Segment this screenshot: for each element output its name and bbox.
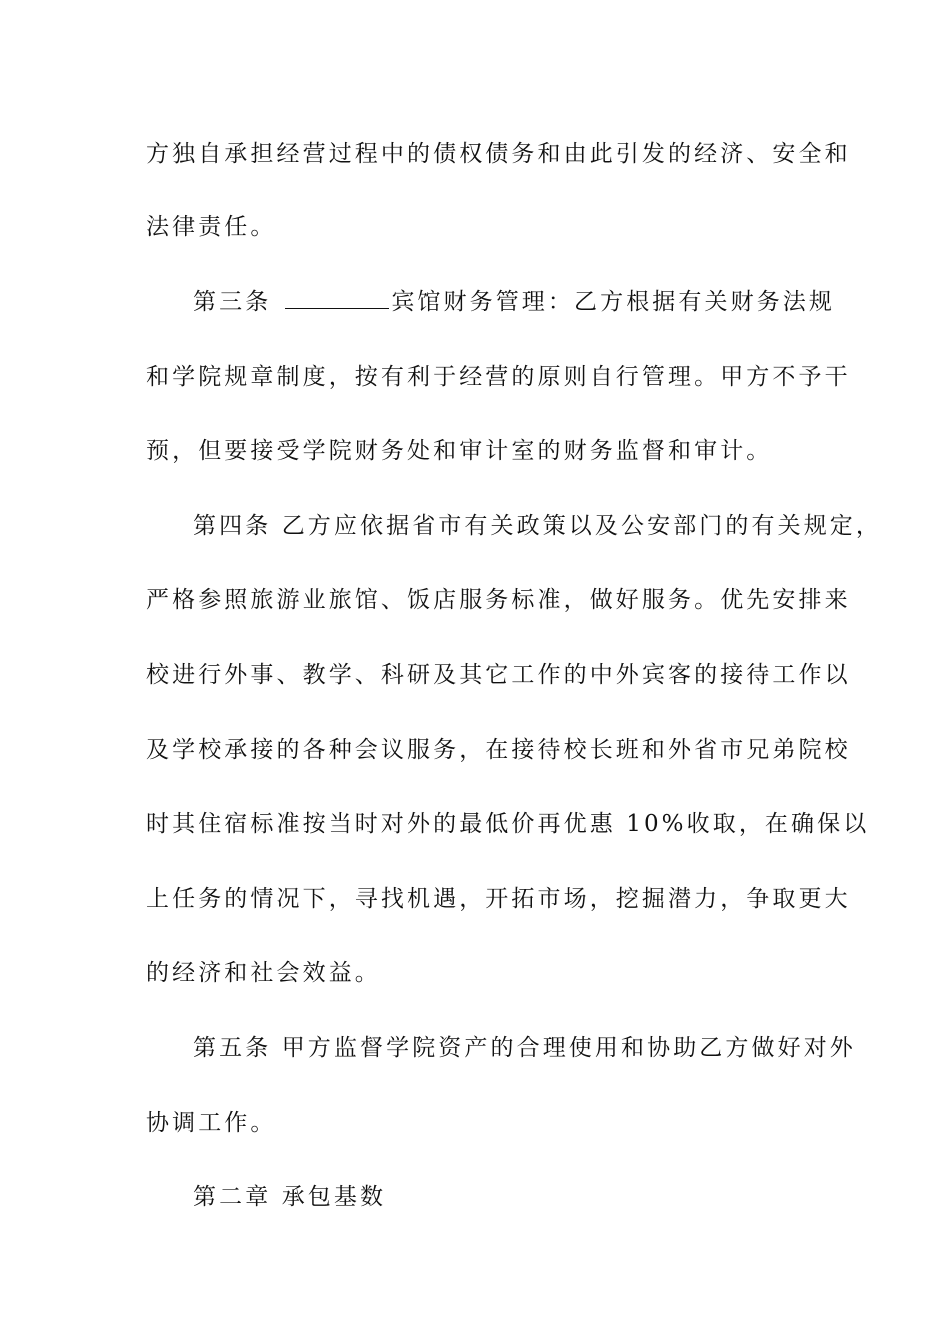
paragraph-line: 校进行外事、教学、科研及其它工作的中外宾客的接待工作以 [146, 662, 851, 688]
paragraph-line: 协调工作。 [146, 1110, 277, 1136]
paragraph-line: 和学院规章制度，按有利于经营的原则自行管理。甲方不予干 [146, 364, 851, 390]
paragraph-line: 方独自承担经营过程中的债权债务和由此引发的经济、安全和 [146, 141, 851, 167]
article-3-text: 宾馆财务管理：乙方根据有关财务法规 [391, 289, 836, 315]
paragraph-line: 严格参照旅游业旅馆、饭店服务标准，做好服务。优先安排来 [146, 587, 851, 613]
article-3-label: 第三条 [193, 289, 272, 315]
chapter-heading: 第二章 承包基数 [193, 1184, 387, 1210]
paragraph-line: 预，但要接受学院财务处和审计室的财务监督和审计。 [146, 438, 773, 464]
paragraph-line: 的经济和社会效益。 [146, 960, 381, 986]
article-4-heading-line: 第四条 乙方应依据省市有关政策以及公安部门的有关规定， [193, 513, 883, 539]
article-5-heading-line: 第五条 甲方监督学院资产的合理使用和协助乙方做好对外 [193, 1035, 856, 1061]
paragraph-line: 时其住宿标准按当时对外的最低价再优惠 10%收取，在确保以 [146, 811, 870, 837]
paragraph-line: 法律责任。 [146, 214, 277, 240]
article-3-heading-line [193, 287, 836, 317]
paragraph-line: 及学校承接的各种会议服务，在接待校长班和外省市兄弟院校 [146, 737, 851, 763]
fill-in-blank [285, 288, 389, 309]
paragraph-line: 上任务的情况下，寻找机遇，开拓市场，挖掘潜力，争取更大 [146, 886, 851, 912]
